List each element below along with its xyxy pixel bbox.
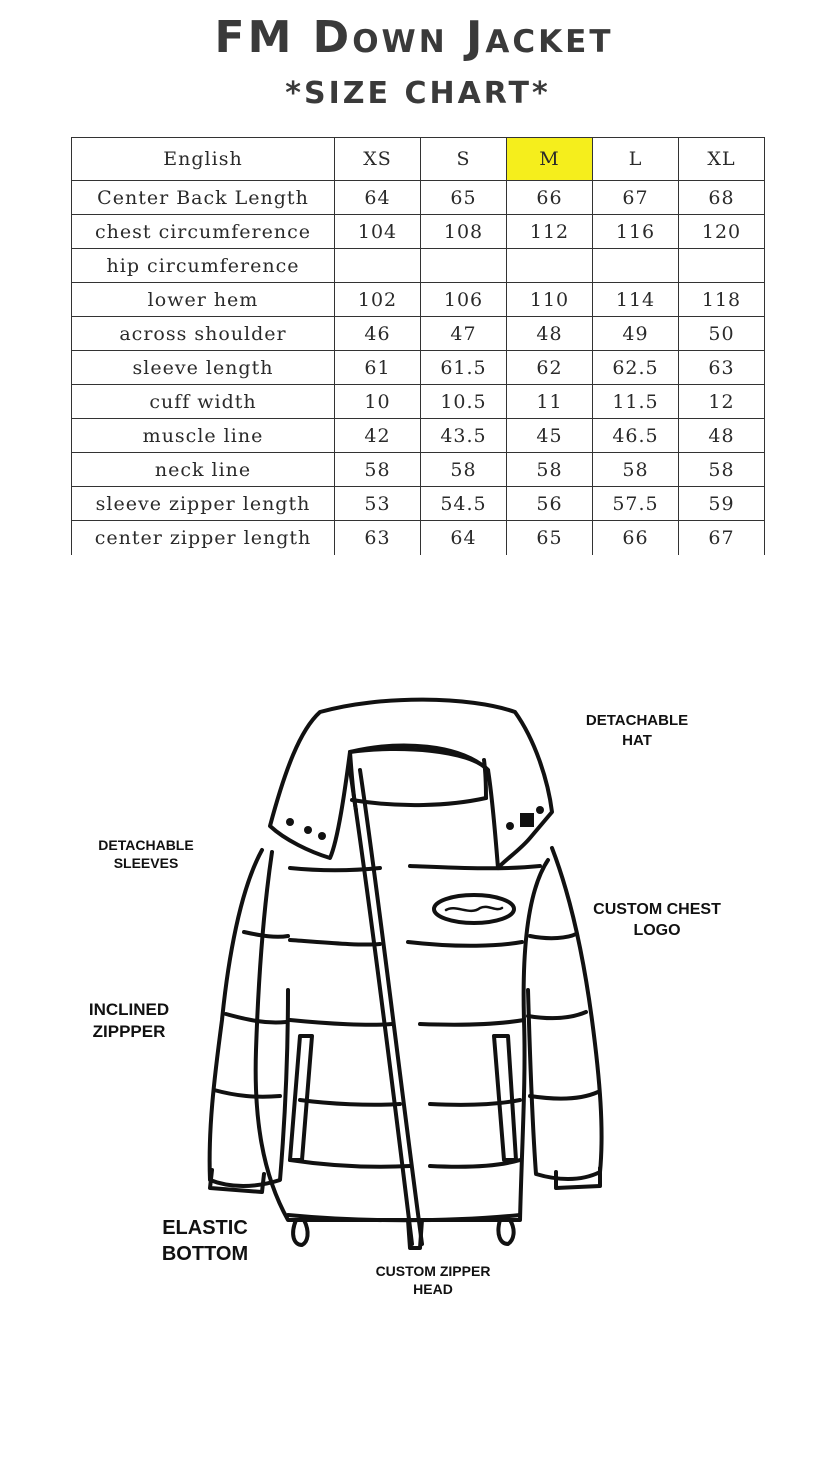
table-cell: 43.5 bbox=[421, 419, 507, 453]
page-subtitle: *SIZE CHART* bbox=[285, 76, 551, 111]
table-cell: 57.5 bbox=[593, 487, 679, 521]
inclined-zipper bbox=[350, 770, 422, 1244]
header-cell-size: XL bbox=[679, 138, 765, 181]
table-cell: 65 bbox=[507, 521, 593, 555]
table-cell bbox=[507, 249, 593, 283]
left-pocket bbox=[290, 1036, 312, 1160]
callout-custom-chest-logo: CUSTOM CHEST LOGO bbox=[593, 901, 721, 939]
table-cell: 58 bbox=[679, 453, 765, 487]
table-header-row bbox=[72, 138, 765, 181]
table-cell: 108 bbox=[421, 215, 507, 249]
callout-detachable-hat: DETACHABLE HAT bbox=[585, 712, 689, 749]
table-cell: 120 bbox=[679, 215, 765, 249]
row-label: hip circumference bbox=[72, 249, 335, 283]
collar-right bbox=[484, 760, 486, 798]
page-title: FM Down Jacket bbox=[214, 12, 614, 63]
table-cell: 10 bbox=[335, 385, 421, 419]
table-cell: 59 bbox=[679, 487, 765, 521]
table-cell: 64 bbox=[421, 521, 507, 555]
table-cell: 64 bbox=[335, 181, 421, 215]
table-cell: 10.5 bbox=[421, 385, 507, 419]
header-cell-size: XS bbox=[335, 138, 421, 181]
collar-front bbox=[350, 746, 488, 806]
callout-detachable-sleeves: DETACHABLE SLEEVES bbox=[98, 837, 194, 872]
table-cell: 66 bbox=[593, 521, 679, 555]
header-cell-size: S bbox=[421, 138, 507, 181]
table-cell: 47 bbox=[421, 317, 507, 351]
table-cell: 106 bbox=[421, 283, 507, 317]
jacket-sketch bbox=[0, 660, 828, 1320]
table-cell: 62 bbox=[507, 351, 593, 385]
header-cell-size: L bbox=[593, 138, 679, 181]
hood-outline bbox=[270, 700, 552, 868]
table-cell: 112 bbox=[507, 215, 593, 249]
table-row bbox=[72, 215, 765, 249]
table-cell: 68 bbox=[679, 181, 765, 215]
table-cell: 48 bbox=[507, 317, 593, 351]
table-cell: 48 bbox=[679, 419, 765, 453]
table-cell: 67 bbox=[593, 181, 679, 215]
table-cell bbox=[593, 249, 679, 283]
table-cell: 53 bbox=[335, 487, 421, 521]
table-cell: 63 bbox=[335, 521, 421, 555]
table-cell: 45 bbox=[507, 419, 593, 453]
table-cell bbox=[335, 249, 421, 283]
table-row bbox=[72, 181, 765, 215]
table-cell: 56 bbox=[507, 487, 593, 521]
table-row bbox=[72, 419, 765, 453]
row-label: chest circumference bbox=[72, 215, 335, 249]
elastic-toggle-right bbox=[498, 1220, 513, 1244]
table-cell: 11 bbox=[507, 385, 593, 419]
table-cell: 62.5 bbox=[593, 351, 679, 385]
table-cell: 58 bbox=[421, 453, 507, 487]
table-row bbox=[72, 453, 765, 487]
callout-elastic-bottom: ELASTIC BOTTOM bbox=[161, 1217, 249, 1265]
row-label: lower hem bbox=[72, 283, 335, 317]
table-cell: 63 bbox=[679, 351, 765, 385]
right-sleeve bbox=[528, 848, 602, 1179]
table-cell: 46.5 bbox=[593, 419, 679, 453]
header-cell-english: English bbox=[72, 138, 335, 181]
row-label: Center Back Length bbox=[72, 181, 335, 215]
right-pocket bbox=[494, 1036, 516, 1160]
elastic-toggle-left bbox=[293, 1220, 308, 1245]
size-chart-body bbox=[72, 138, 765, 555]
table-cell: 61.5 bbox=[421, 351, 507, 385]
zipper-head bbox=[408, 1220, 422, 1248]
callout-custom-zipper-head: CUSTOM ZIPPER HEAD bbox=[375, 1263, 491, 1298]
table-cell: 65 bbox=[421, 181, 507, 215]
table-cell: 118 bbox=[679, 283, 765, 317]
table-cell: 11.5 bbox=[593, 385, 679, 419]
row-label: cuff width bbox=[72, 385, 335, 419]
table-cell: 54.5 bbox=[421, 487, 507, 521]
table-cell: 102 bbox=[335, 283, 421, 317]
table-cell bbox=[421, 249, 507, 283]
table-cell: 61 bbox=[335, 351, 421, 385]
table-cell: 58 bbox=[507, 453, 593, 487]
table-row bbox=[72, 521, 765, 555]
table-cell: 104 bbox=[335, 215, 421, 249]
row-label: sleeve zipper length bbox=[72, 487, 335, 521]
table-row bbox=[72, 351, 765, 385]
hem-line bbox=[288, 1215, 520, 1220]
size-chart-table bbox=[71, 137, 765, 555]
table-cell: 50 bbox=[679, 317, 765, 351]
table-row bbox=[72, 487, 765, 521]
table-row bbox=[72, 317, 765, 351]
table-cell: 58 bbox=[335, 453, 421, 487]
table-row bbox=[72, 249, 765, 283]
row-label: sleeve length bbox=[72, 351, 335, 385]
header-cell-size: M bbox=[507, 138, 593, 181]
table-cell: 116 bbox=[593, 215, 679, 249]
table-cell: 49 bbox=[593, 317, 679, 351]
table-cell: 12 bbox=[679, 385, 765, 419]
callout-inclined-zipper: INCLINED ZIPPPER bbox=[88, 1000, 170, 1042]
table-row bbox=[72, 283, 765, 317]
table-cell: 114 bbox=[593, 283, 679, 317]
row-label: across shoulder bbox=[72, 317, 335, 351]
table-cell: 46 bbox=[335, 317, 421, 351]
table-row bbox=[72, 385, 765, 419]
table-cell: 67 bbox=[679, 521, 765, 555]
table-cell: 66 bbox=[507, 181, 593, 215]
table-cell: 58 bbox=[593, 453, 679, 487]
table-cell: 110 bbox=[507, 283, 593, 317]
row-label: muscle line bbox=[72, 419, 335, 453]
row-label: center zipper length bbox=[72, 521, 335, 555]
table-cell bbox=[679, 249, 765, 283]
row-label: neck line bbox=[72, 453, 335, 487]
table-cell: 42 bbox=[335, 419, 421, 453]
